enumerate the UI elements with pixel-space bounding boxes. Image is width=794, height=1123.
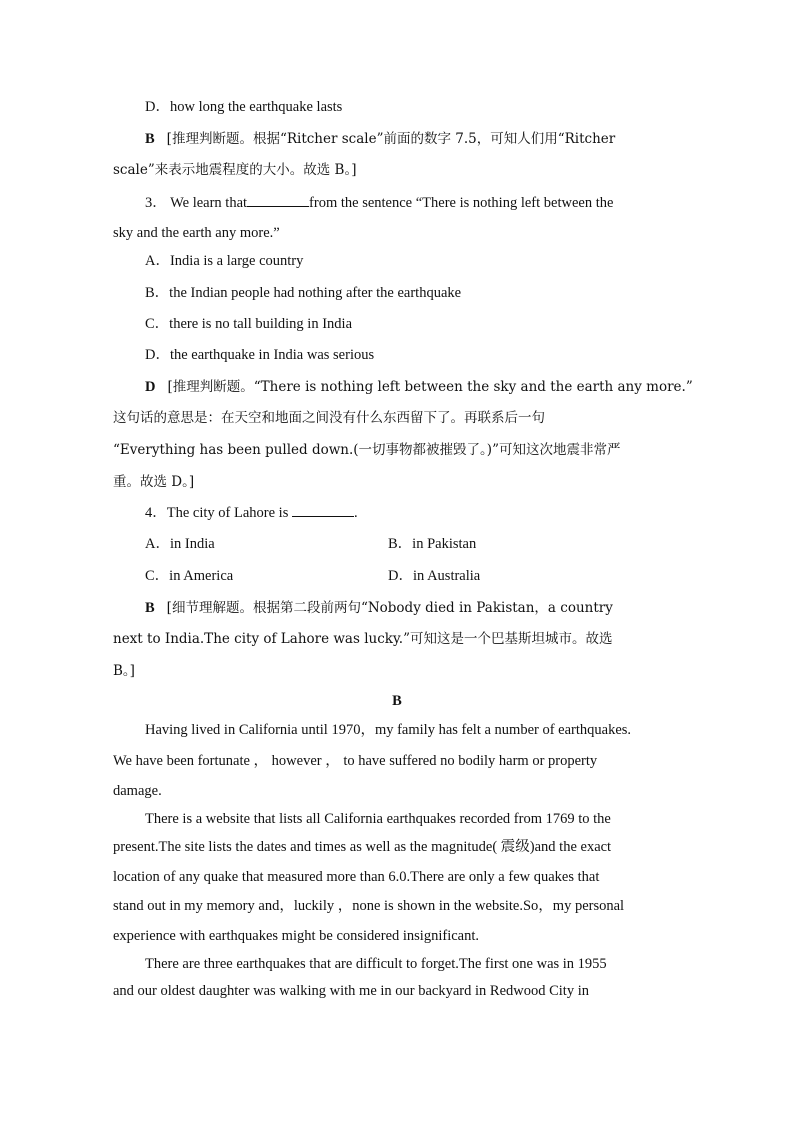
passage-p3-line-1: There are three earthquakes that are difficult to forget.The first one was in 1955 bbox=[145, 956, 607, 972]
q4-analysis-text: [细节理解题。根据第二段前两句“Nobody died in Pakistan，a country bbox=[166, 600, 613, 616]
q4-option-d: D．in Australia bbox=[388, 568, 481, 584]
q3-analysis-line-4: 重。故选 D。] bbox=[113, 474, 195, 490]
q3-option-c: C．there is no tall building in India bbox=[145, 316, 353, 332]
q4-stem-text: 4．The city of Lahore is bbox=[145, 505, 289, 521]
passage-p1-line-1: Having lived in California until 1970，my family has felt a number of earthquakes. bbox=[145, 722, 632, 738]
passage-p2-line-5: experience with earthquakes might be considered insignificant. bbox=[113, 928, 479, 944]
passage-p1-line-3: damage. bbox=[113, 783, 162, 799]
passage-p2-line-2: present.The site lists the dates and times as well as the magnitude( 震级)and the exact bbox=[113, 839, 612, 855]
q3-option-d: D．the earthquake in India was serious bbox=[145, 347, 375, 363]
q2-answer-letter: B bbox=[145, 131, 155, 147]
q4-analysis-line bbox=[145, 598, 681, 618]
section-title: B bbox=[392, 693, 402, 709]
q3-option-a: A．India is a large country bbox=[145, 253, 304, 269]
q3-option-b: B．the Indian people had nothing after the earthquake bbox=[145, 285, 462, 301]
passage-p2-line-4: stand out in my memory and，luckily ，none is shown in the website.So，my personal bbox=[113, 898, 625, 914]
q3-stem-line-2: sky and the earth any more.” bbox=[113, 225, 280, 241]
q3-analysis-line-3: “Everything has been pulled down.(一切事物都被摧毁了。)”可知这次地震非常严 bbox=[113, 442, 621, 458]
q2-analysis-line-2: scale”来表示地震程度的大小。故选 B。] bbox=[113, 162, 357, 178]
passage-p3-line-2: and our oldest daughter was walking with me in our backyard in Redwood City in bbox=[113, 983, 589, 999]
q4-answer-letter: B bbox=[145, 600, 155, 616]
answer-blank bbox=[247, 194, 309, 207]
q4-option-a: A．in India bbox=[145, 536, 215, 552]
passage-p2-line-3: location of any quake that measured more than 6.0.There are only a few quakes that bbox=[113, 869, 600, 885]
q3-stem-start: 3． We learn that bbox=[145, 195, 248, 211]
q3-analysis-line bbox=[145, 377, 693, 397]
q2-analysis-text: [推理判断题。根据“Ritcher scale”前面的数字 7.5，可知人们用“Ritcher bbox=[166, 131, 616, 147]
q3-analysis-line-2: 这句话的意思是：在天空和地面之间没有什么东西留下了。再联系后一句 bbox=[113, 410, 545, 426]
passage-p2-line-1: There is a website that lists all California earthquakes recorded from 1769 to the bbox=[145, 811, 611, 827]
q4-stem: 4．The city of Lahore is . bbox=[145, 505, 358, 521]
q2-option-d: D．how long the earthquake lasts bbox=[145, 99, 343, 115]
q3-answer-letter: D bbox=[145, 379, 156, 395]
q3-stem-end: from the sentence “There is nothing left between the bbox=[309, 195, 614, 211]
q2-analysis-line bbox=[145, 129, 681, 149]
answer-blank bbox=[292, 504, 354, 517]
q4-option-b: B．in Pakistan bbox=[388, 536, 477, 552]
passage-p1-line-2: We have been fortunate ， however ， to have suffered no bodily harm or property bbox=[113, 753, 598, 769]
q4-analysis-line-3: B。] bbox=[113, 663, 135, 679]
q3-analysis-text: [推理判断题。“There is nothing left between the sky and the earth any more.” bbox=[167, 379, 693, 395]
q4-analysis-line-2: next to India.The city of Lahore was lucky.”可知这是一个巴基斯坦城市。故选 bbox=[113, 631, 613, 647]
q4-option-c: C．in America bbox=[145, 568, 234, 584]
q3-stem bbox=[145, 193, 681, 213]
